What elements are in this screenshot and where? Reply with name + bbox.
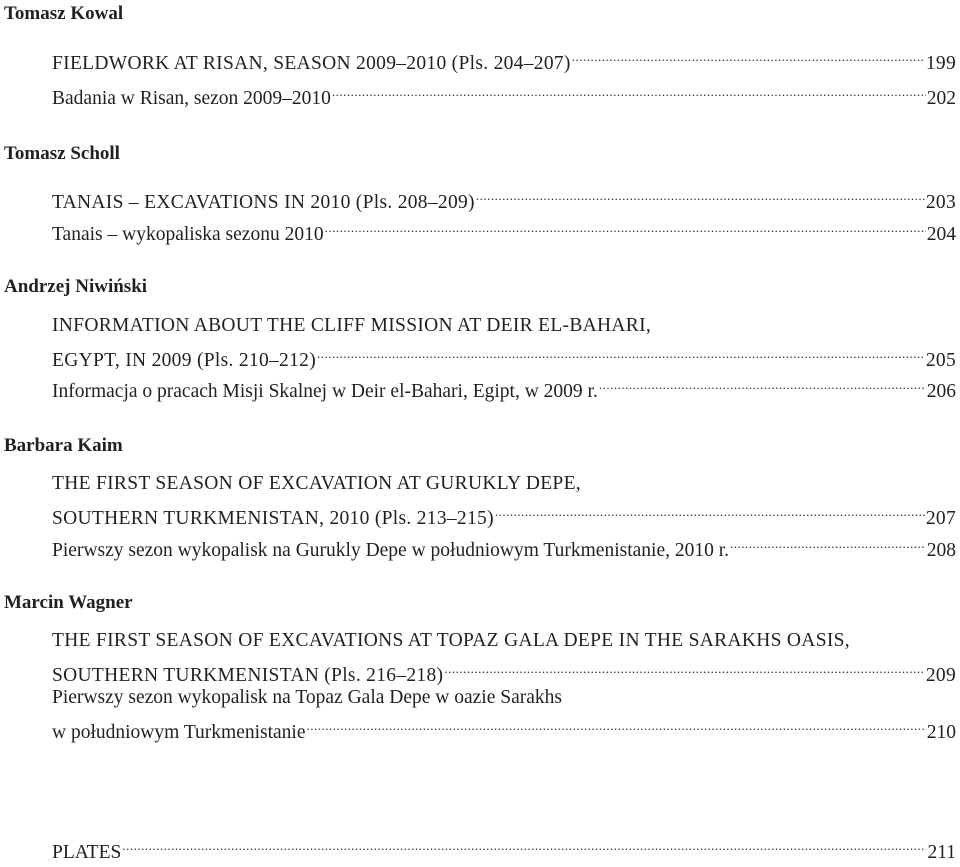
entry-title-first-line: THE FIRST SEASON OF EXCAVATION AT GURUKLY DEPE, [52,473,581,494]
author-name: Marcin Wagner [4,592,133,613]
toc-entry[interactable] [52,212,956,245]
dot-leader [332,76,926,104]
toc-entry[interactable] [52,369,956,402]
toc-entry-plates[interactable] [52,830,956,863]
entry-title: Informacja o pracach Misji Skalnej w Deir el-Bahari, Egipt, w 2009 r. [52,381,598,402]
author-name: Andrzej Niwiński [4,276,148,297]
entry-title: SOUTHERN TURKMENISTAN, 2010 (Pls. 213–215) [52,508,494,529]
dot-leader [572,41,925,69]
entry-title-line [52,312,956,340]
dot-leader [307,710,926,738]
entry-title: Pierwszy sezon wykopalisk na Gurukly Depe w południowym Turkmenistanie, 2010 r. [52,540,730,561]
toc-entry[interactable] [52,653,956,686]
page-number: 208 [926,540,956,561]
dot-leader [730,528,926,556]
dot-leader [476,180,925,208]
author-name: Tomasz Scholl [4,143,120,164]
toc-entry[interactable] [52,41,956,74]
dot-leader [325,212,926,240]
toc-entry[interactable] [52,338,956,371]
entry-title: Tanais – wykopaliska sezonu 2010 [52,224,324,245]
page-number: 202 [926,88,956,109]
page-number: 205 [925,350,956,371]
page-number: 206 [926,381,956,402]
entry-title: w południowym Turkmenistanie [52,722,306,743]
toc-entry[interactable] [52,710,956,743]
entry-title-first-line: THE FIRST SEASON OF EXCAVATIONS AT TOPAZ GALA DEPE IN THE SARAKHS OASIS, [52,630,850,651]
entry-title-first-line: INFORMATION ABOUT THE CLIFF MISSION AT DEIR EL-BAHARI, [52,315,652,336]
entry-title: EGYPT, IN 2009 (Pls. 210–212) [52,350,316,371]
dot-leader [122,830,926,858]
page-number: 211 [927,842,956,863]
entry-title: FIELDWORK AT RISAN, SEASON 2009–2010 (Pls. 204–207) [52,53,571,74]
page-number: 207 [925,508,956,529]
entry-title-line [52,470,956,498]
author-name: Barbara Kaim [4,435,123,456]
dot-leader [599,369,926,397]
toc-entry[interactable] [52,180,956,213]
dot-leader [495,496,925,524]
toc-entry[interactable] [52,496,956,529]
toc-entry[interactable] [52,76,956,109]
entry-title-line [52,684,956,712]
page-number: 210 [926,722,956,743]
entry-title: PLATES [52,842,122,863]
entry-title: TANAIS – EXCAVATIONS IN 2010 (Pls. 208–209) [52,192,475,213]
page-number: 204 [926,224,956,245]
author-name: Tomasz Kowal [4,3,124,24]
page-number: 209 [925,665,956,686]
entry-title-line [52,627,956,655]
entry-title: SOUTHERN TURKMENISTAN (Pls. 216–218) [52,665,444,686]
dot-leader [444,653,925,681]
entry-title-first-line: Pierwszy sezon wykopalisk na Topaz Gala Depe w oazie Sarakhs [52,687,562,708]
dot-leader [317,338,925,366]
page-number: 199 [925,53,956,74]
page-number: 203 [925,192,956,213]
toc-entry[interactable] [52,528,956,561]
entry-title: Badania w Risan, sezon 2009–2010 [52,88,331,109]
